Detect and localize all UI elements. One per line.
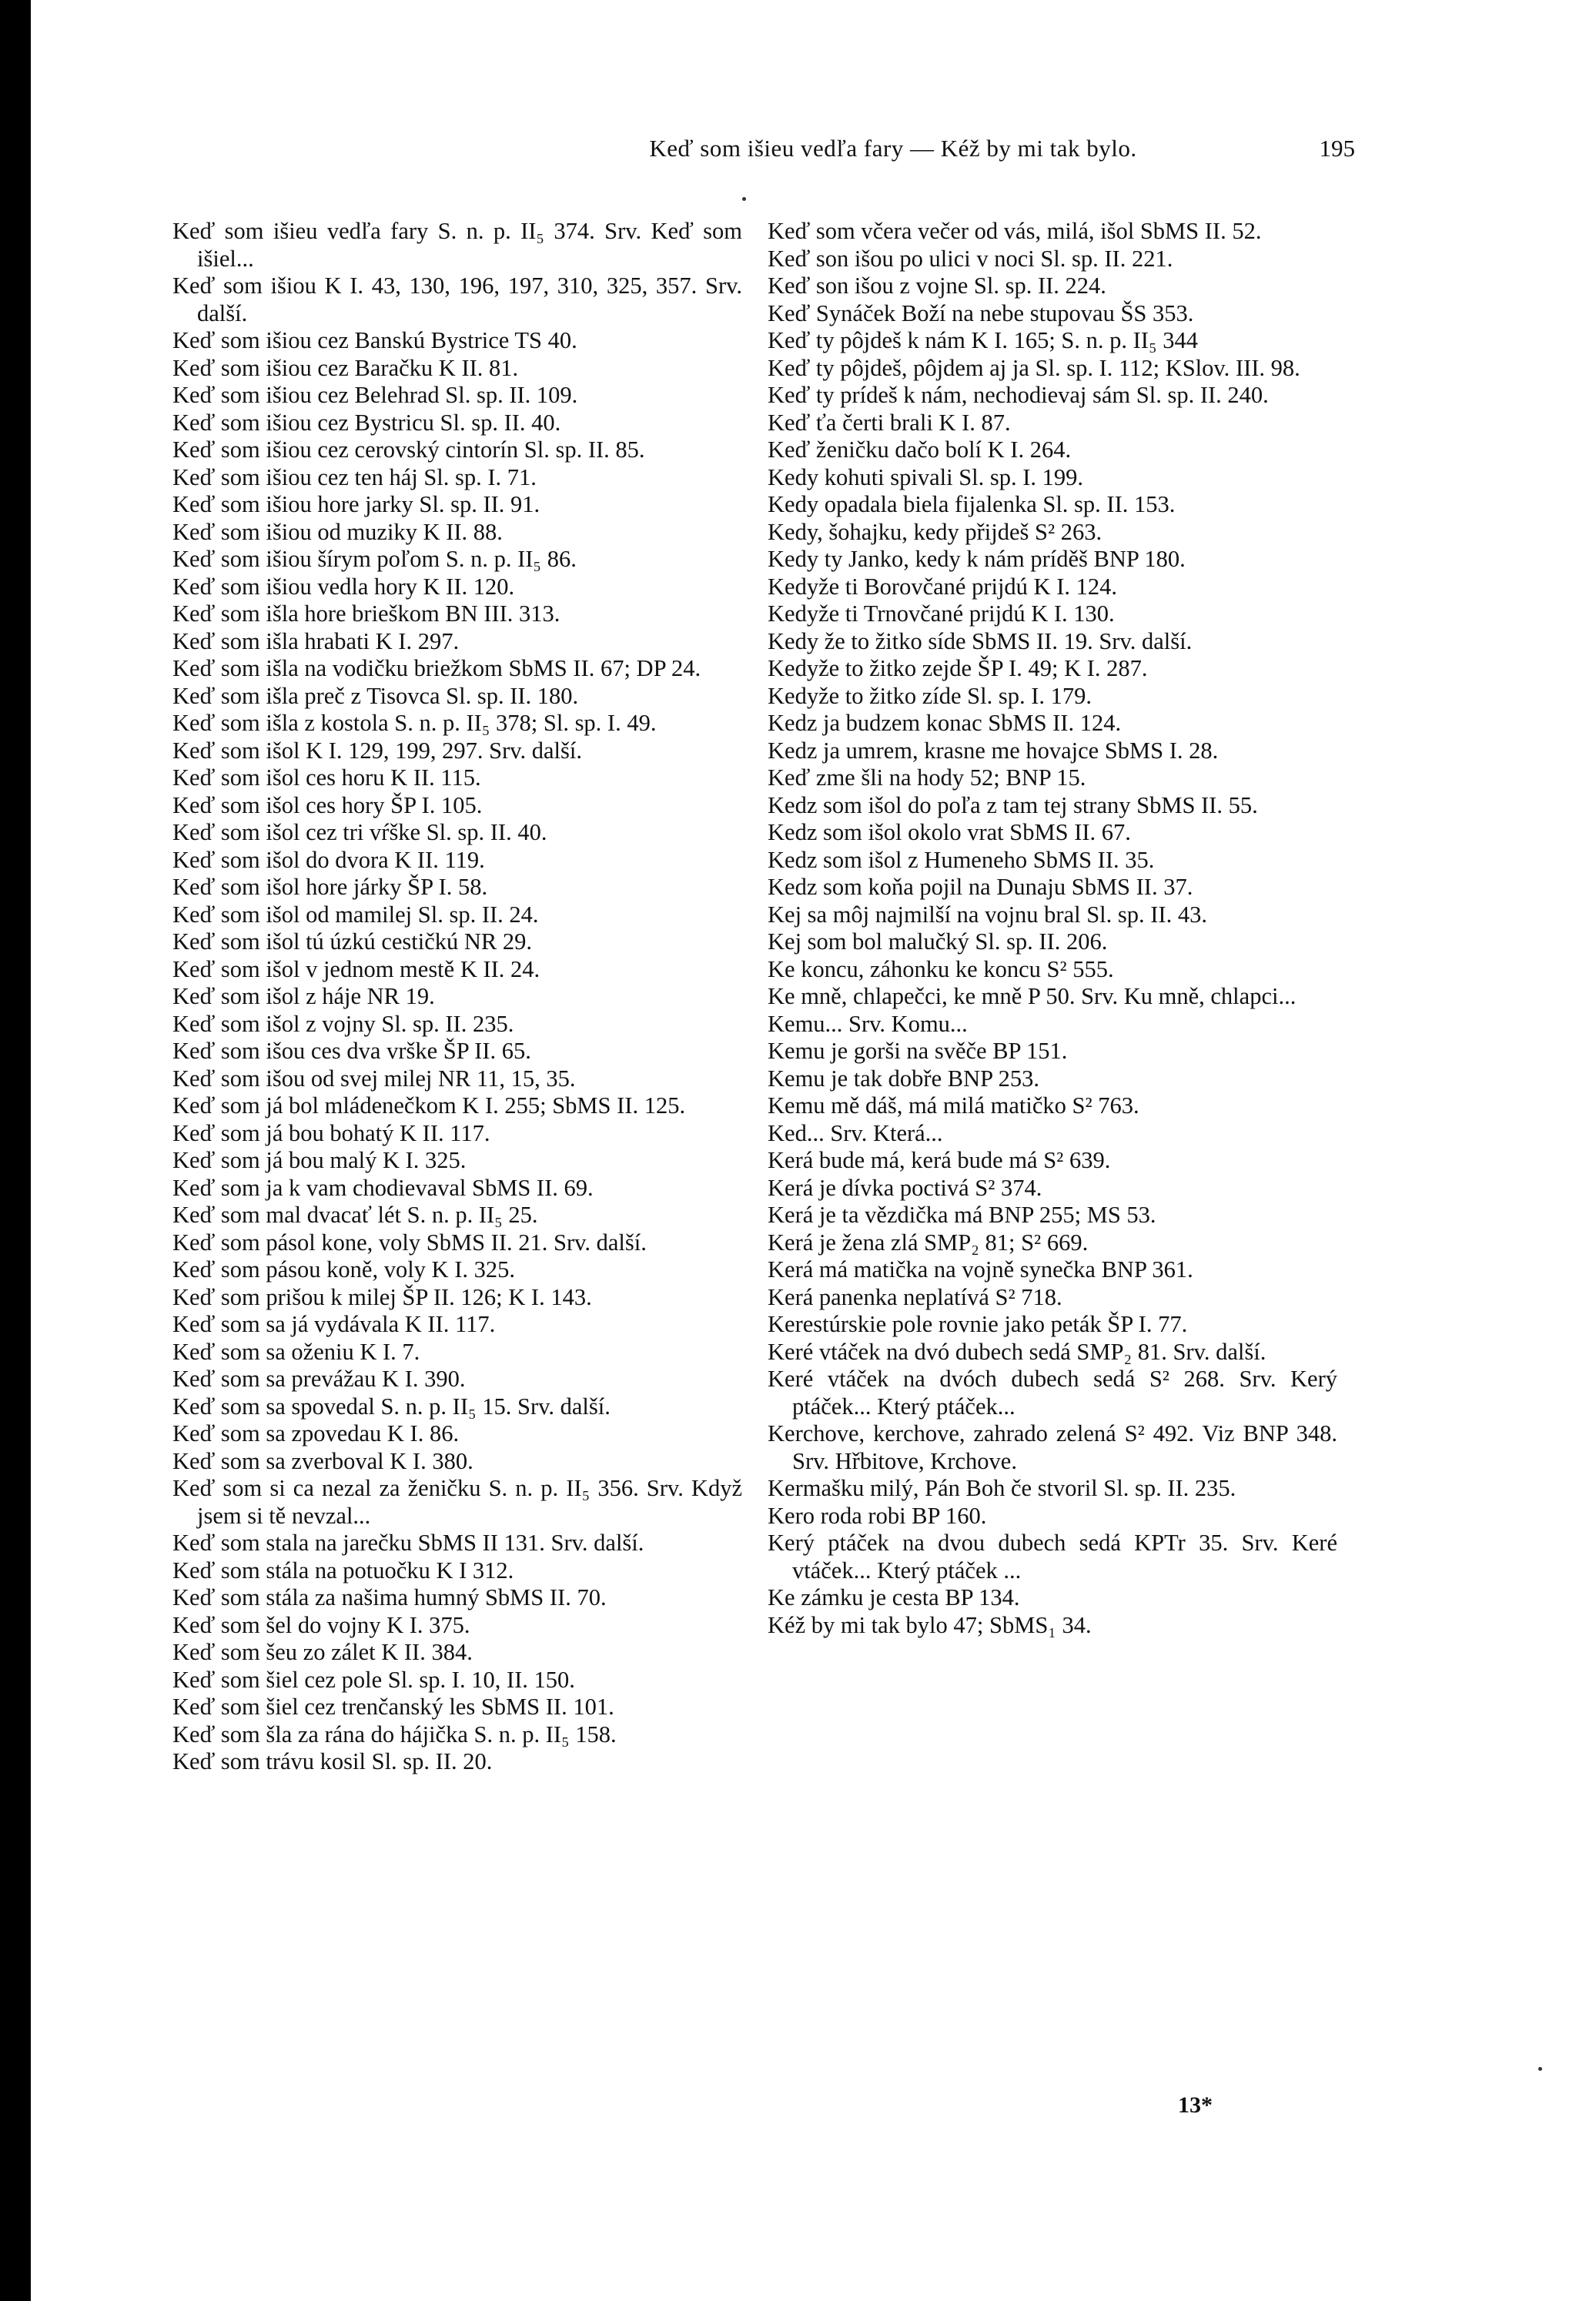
index-entry: Kemu je gorši na svěče BP 151. bbox=[768, 1038, 1068, 1064]
index-entry: Keď som išla na vodičku briežkom SbMS II. 67; DP 24. bbox=[172, 655, 701, 681]
index-entry: Keď som išieu vedľa fary S. n. p. II₅ 374. Srv. Keď som išiel... bbox=[172, 218, 742, 272]
index-entry: Keď som išla z kostola S. n. p. II₅ 378; Sl. sp. I. 49. bbox=[172, 710, 657, 736]
index-entry: Kedz som išol okolo vrat SbMS II. 67. bbox=[768, 819, 1131, 845]
index-entry: Kedz som koňa pojil na Dunaju SbMS II. 37. bbox=[768, 874, 1193, 900]
index-entry: Kerý ptáček na dvou dubech sedá KPTr 35. Srv. Keré vtáček... Který ptáček ... bbox=[768, 1530, 1337, 1584]
page-number: 195 bbox=[1319, 135, 1355, 162]
printer-signature-mark: 13* bbox=[1178, 2092, 1213, 2118]
index-entry: Kedyže ti Borovčané prijdú K I. 124. bbox=[768, 573, 1117, 600]
index-entry: Keď som išol cez tri vŕške Sl. sp. II. 40. bbox=[172, 819, 547, 845]
index-entry: Keď som stala na jarečku SbMS II 131. Srv. další. bbox=[172, 1530, 644, 1556]
index-entry: Keď som včera večer od vás, milá, išol SbMS II. 52. bbox=[768, 218, 1262, 244]
index-entry: Keď son išou z vojne Sl. sp. II. 224. bbox=[768, 273, 1106, 299]
index-entry: Keď som išol v jednom mestě K II. 24. bbox=[172, 955, 540, 982]
index-entry: Keď som išiou hore jarky Sl. sp. II. 91. bbox=[172, 491, 540, 517]
index-entry: Kerá je dívka poctivá S² 374. bbox=[768, 1174, 1042, 1201]
index-entry: Keď som išol do dvora K II. 119. bbox=[172, 846, 485, 873]
index-entry: Keď som šeu zo zálet K II. 384. bbox=[172, 1639, 473, 1665]
index-entry: Kéž by mi tak bylo 47; SbMS₁ 34. bbox=[768, 1611, 1092, 1638]
index-entry: Kedy ty Janko, kedy k nám príděš BNP 180. bbox=[768, 546, 1186, 572]
index-entry: Keď som išol z háje NR 19. bbox=[172, 983, 435, 1009]
index-entry: Keď som išol hore járky ŠP I. 58. bbox=[172, 874, 488, 900]
index-entry: Kedy, šohajku, kedy přijdeš S² 263. bbox=[768, 518, 1102, 545]
index-entry: Keď som trávu kosil Sl. sp. II. 20. bbox=[172, 1748, 493, 1774]
index-entry: Keď som išla preč z Tisovca Sl. sp. II. 180. bbox=[172, 682, 579, 709]
index-entry: Keď som išiou cez cerovský cintorín Sl. sp. II. 85. bbox=[172, 436, 645, 463]
index-entry: Kedz som išol z Humeneho SbMS II. 35. bbox=[768, 846, 1155, 873]
index-entry: Ke mně, chlapečci, ke mně P 50. Srv. Ku mně, chlapci... bbox=[768, 983, 1297, 1009]
index-entry: Kej som bol malučký Sl. sp. II. 206. bbox=[768, 928, 1108, 955]
index-entry: Keď som pásou koně, voly K I. 325. bbox=[172, 1256, 515, 1283]
index-entry: Keď zme šli na hody 52; BNP 15. bbox=[768, 764, 1086, 791]
print-speck bbox=[1538, 2067, 1542, 2071]
index-entry: Keď som já bol mládenečkom K I. 255; SbMS II. 125. bbox=[172, 1092, 686, 1119]
index-entry: Ked... Srv. Která... bbox=[768, 1119, 943, 1146]
book-page bbox=[31, 0, 1596, 2301]
index-entry: Keď som išiou šírym poľom S. n. p. II₅ 86. bbox=[172, 546, 577, 572]
index-entry: Keď som išol tú úzkú cestičkú NR 29. bbox=[172, 928, 533, 955]
index-entry: Keď som išiou od muziky K II. 88. bbox=[172, 518, 503, 545]
index-entry: Keď ženičku dačo bolí K I. 264. bbox=[768, 436, 1072, 463]
index-entry: Kerá bude má, kerá bude má S² 639. bbox=[768, 1147, 1111, 1173]
index-entry: Kerá je ta vězdička má BNP 255; MS 53. bbox=[768, 1202, 1156, 1228]
index-entry: Kerchove, kerchove, zahrado zelená S² 492. Viz BNP 348. Srv. Hřbitove, Krchove. bbox=[768, 1420, 1337, 1474]
index-entry: Keď som išiou vedla hory K II. 120. bbox=[172, 573, 515, 600]
index-entry: Keď som išiou cez Bystricu Sl. sp. II. 40. bbox=[172, 409, 561, 436]
index-entry: Keď som išol ces hory ŠP I. 105. bbox=[172, 791, 483, 818]
index-entry: Keď som prišou k milej ŠP II. 126; K I. 143. bbox=[172, 1283, 592, 1310]
right-column bbox=[768, 218, 1337, 1639]
left-column bbox=[172, 218, 742, 1776]
index-entry: Kedyže to žitko zíde Sl. sp. I. 179. bbox=[768, 682, 1092, 709]
index-entry: Keď som šel do vojny K I. 375. bbox=[172, 1611, 470, 1638]
index-entry: Kerá panenka neplatívá S² 718. bbox=[768, 1283, 1062, 1310]
index-entry: Keď som sa já vydávala K II. 117. bbox=[172, 1311, 496, 1337]
index-entry: Ke zámku je cesta BP 134. bbox=[768, 1584, 1020, 1610]
index-entry: Keď Synáček Boží na nebe stupovau ŠS 353. bbox=[768, 299, 1194, 326]
index-entry: Keď ty pôjdeš k nám K I. 165; S. n. p. II₅ 344 bbox=[768, 327, 1198, 353]
index-entry: Keď som já bou malý K I. 325. bbox=[172, 1147, 467, 1173]
index-entry: Keď som sa prevážau K I. 390. bbox=[172, 1366, 466, 1392]
index-entry: Kerá je žena zlá SMP₂ 81; S² 669. bbox=[768, 1229, 1089, 1256]
index-entry: Kej sa môj najmilší na vojnu bral Sl. sp. II. 43. bbox=[768, 901, 1207, 928]
index-entry: Keď som šiel cez trenčanský les SbMS II. 101. bbox=[172, 1694, 614, 1720]
index-entry: Keď som išiou cez Baračku K II. 81. bbox=[172, 354, 519, 381]
index-entry: Keď som šla za rána do hájička S. n. p. II₅ 158. bbox=[172, 1721, 617, 1747]
index-entry: Keď som išiou cez ten háj Sl. sp. I. 71. bbox=[172, 463, 537, 490]
index-entry: Keď som sa zverboval K I. 380. bbox=[172, 1447, 473, 1474]
index-entry: Kedy kohuti spivali Sl. sp. I. 199. bbox=[768, 463, 1084, 490]
index-entry: Kerestúrskie pole rovnie jako peták ŠP I. 77. bbox=[768, 1311, 1188, 1337]
index-entry: Kedz som išol do poľa z tam tej strany SbMS II. 55. bbox=[768, 791, 1258, 818]
index-entry: Kedy že to žitko síde SbMS II. 19. Srv. další. bbox=[768, 627, 1193, 654]
index-entry: Keď som išiou cez Banskú Bystrice TS 40. bbox=[172, 327, 577, 353]
index-entry: Keď som išol ces horu K II. 115. bbox=[172, 764, 481, 791]
index-entry: Keď som išou ces dva vrške ŠP II. 65. bbox=[172, 1038, 531, 1064]
index-entry: Keď ty pôjdeš, pôjdem aj ja Sl. sp. I. 112; KSlov. III. 98. bbox=[768, 354, 1300, 381]
index-entry: Keré vtáček na dvó dubech sedá SMP₂ 81. Srv. další. bbox=[768, 1338, 1266, 1365]
index-entry: Kedyže to žitko zejde ŠP I. 49; K I. 287. bbox=[768, 655, 1148, 681]
index-entry: Kermašku milý, Pán Boh če stvoril Sl. sp. II. 235. bbox=[768, 1475, 1236, 1501]
index-entry: Keré vtáček na dvóch dubech sedá S² 268. Srv. Kerý ptáček... Který ptáček... bbox=[768, 1366, 1337, 1420]
index-entry: Keď ťa čerti brali K I. 87. bbox=[768, 409, 1011, 436]
index-entry: Keď som ja k vam chodievaval SbMS II. 69. bbox=[172, 1174, 594, 1201]
index-entry: Keď som išla hrabati K I. 297. bbox=[172, 627, 460, 654]
index-entry: Kemu... Srv. Komu... bbox=[768, 1010, 968, 1037]
index-entry: Keď som já bou bohatý K II. 117. bbox=[172, 1119, 490, 1146]
index-entry: Keď som pásol kone, voly SbMS II. 21. Srv. další. bbox=[172, 1229, 647, 1256]
index-entry: Keď som stála za našima humný SbMS II. 70. bbox=[172, 1584, 607, 1610]
index-entry: Keď son išou po ulici v noci Sl. sp. II. 221. bbox=[768, 245, 1173, 272]
index-entry: Kedz ja budzem konac SbMS II. 124. bbox=[768, 710, 1122, 736]
index-entry: Kedyže ti Trnovčané prijdú K I. 130. bbox=[768, 600, 1115, 627]
index-entry: Keď ty prídeš k nám, nechodievaj sám Sl. sp. II. 240. bbox=[768, 382, 1269, 408]
index-entry: Keď som išiou K I. 43, 130, 196, 197, 310, 325, 357. Srv. další. bbox=[172, 273, 742, 326]
running-header: Keď som išieu vedľa fary — Kéž by mi tak bylo. bbox=[649, 135, 1137, 162]
index-entry: Kero roda robi BP 160. bbox=[768, 1502, 987, 1529]
index-entry: Keď som išol z vojny Sl. sp. II. 235. bbox=[172, 1010, 514, 1037]
index-entry: Keď som šiel cez pole Sl. sp. I. 10, II. 150. bbox=[172, 1666, 575, 1693]
index-entry: Keď som išou od svej milej NR 11, 15, 35. bbox=[172, 1065, 576, 1092]
index-entry: Keď som išol K I. 129, 199, 297. Srv. další. bbox=[172, 737, 582, 764]
index-entry: Kedy opadala biela fijalenka Sl. sp. II. 153. bbox=[768, 491, 1176, 517]
index-entry: Kemu je tak dobře BNP 253. bbox=[768, 1065, 1039, 1092]
index-entry: Keď som sa zpovedau K I. 86. bbox=[172, 1420, 460, 1446]
print-speck bbox=[742, 197, 746, 201]
index-entry: Kemu mě dáš, má milá matičko S² 763. bbox=[768, 1092, 1139, 1119]
index-entry: Keď som mal dvacať lét S. n. p. II₅ 25. bbox=[172, 1202, 538, 1228]
index-entry: Keď som stála na potuočku K I 312. bbox=[172, 1557, 514, 1584]
index-entry: Kerá má matička na vojně synečka BNP 361. bbox=[768, 1256, 1193, 1283]
index-entry: Keď som išiou cez Belehrad Sl. sp. II. 109. bbox=[172, 382, 578, 408]
index-entry: Ke koncu, záhonku ke koncu S² 555. bbox=[768, 955, 1114, 982]
index-entry: Kedz ja umrem, krasne me hovajce SbMS I. 28. bbox=[768, 737, 1219, 764]
index-entry: Keď som si ca nezal za ženičku S. n. p. II₅ 356. Srv. Když jsem si tě nevzal... bbox=[172, 1475, 742, 1529]
index-entry: Keď som išla hore brieškom BN III. 313. bbox=[172, 600, 560, 627]
index-entry: Keď som sa spovedal S. n. p. II₅ 15. Srv. další. bbox=[172, 1393, 611, 1420]
index-entry: Keď som sa oženiu K I. 7. bbox=[172, 1338, 420, 1365]
index-entry: Keď som išol od mamilej Sl. sp. II. 24. bbox=[172, 901, 539, 928]
